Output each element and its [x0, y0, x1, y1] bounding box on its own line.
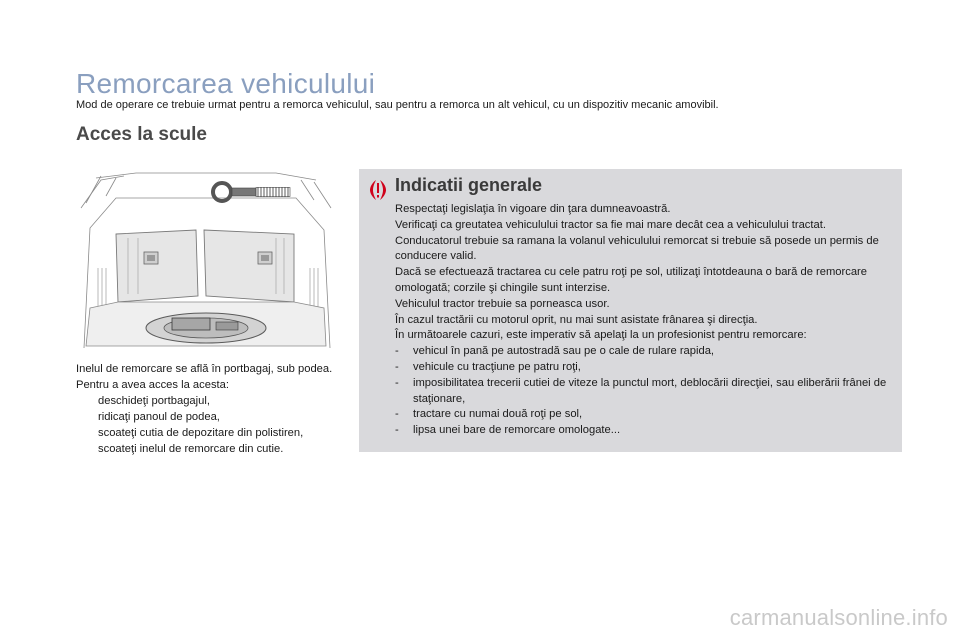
professional-cases-list [395, 344, 895, 439]
watermark: carmanualsonline.info [729, 605, 948, 630]
dash-bullet: - [395, 360, 399, 373]
dash-bullet: - [395, 376, 399, 389]
tools-intro: Inelul de remorcare se află în portbagaj, sub podea. [76, 363, 333, 375]
info-paragraph: În următoarele cazuri, este imperativ să apelaţi la un profesionist pentru remorcare: [395, 329, 807, 342]
info-paragraph: Conducatorul trebuie sa ramana la volanul vehiculului remorcat si trebuie să posede un permis de conducere valid. [395, 234, 879, 263]
list-item: - vehicule cu tracţiune pe patru roţi, [395, 360, 895, 376]
info-paragraph: Dacă se efectuează tractarea cu cele patru roţi pe sol, utilizaţi întotdeauna o bară de remorcare omologată; corzile şi chingile sunt interzise. [395, 266, 868, 294]
section-heading-tools: Acces la scule [76, 124, 207, 145]
tools-instructions [76, 361, 338, 457]
info-paragraph: În cazul tractării cu motorul oprit, nu mai sunt asistate frânarea şi direcţia. [395, 313, 758, 326]
dash-bullet: - [395, 408, 399, 421]
warning-icon [369, 179, 387, 201]
list-item: - vehicul în pană pe autostradă sau pe o cale de rulare rapida, [395, 344, 895, 360]
list-item: ridicaţi panoul de podea, [98, 411, 220, 423]
general-info-box [359, 169, 902, 452]
dash-bullet: - [395, 345, 399, 358]
tools-access-intro: Pentru a avea acces la acesta: [76, 379, 229, 391]
info-body [395, 202, 895, 439]
page-subtitle: Mod de operare ce trebuie urmat pentru a remorca vehiculul, sau pentru a remorca un alt vehicul, cu un dispozitiv mecanic amovibil. [76, 99, 719, 111]
list-item: scoateţi inelul de remorcare din cutie. [98, 443, 284, 455]
dash-bullet: - [395, 424, 399, 437]
info-heading: Indicatii generale [395, 175, 543, 195]
info-paragraph: Vehiculul tractor trebuie sa porneasca usor. [395, 297, 610, 310]
list-item: scoateţi cutia de depozitare din polistiren, [98, 427, 304, 439]
list-item: - lipsa unei bare de remorcare omologate... [395, 423, 895, 439]
tools-steps-list [76, 393, 338, 457]
list-item: deschideţi portbagajul, [98, 395, 210, 407]
list-item: - tractare cu numai două roţi pe sol, [395, 407, 895, 423]
list-item: - imposibilitatea trecerii cutiei de viteze la punctul mort, deblocării direcţiei, sau eliberării frânei de staţionare, [395, 376, 887, 405]
info-paragraph: Respectaţi legislaţia în vigoare din ţara dumneavoastră. [395, 203, 671, 215]
info-paragraph: Verificaţi ca greutatea vehiculului tractor sa fie mai mare decât cea a vehiculului tractat. [395, 218, 826, 231]
page-title: Remorcarea vehiculului [76, 68, 376, 99]
trunk-illustration [76, 168, 336, 353]
